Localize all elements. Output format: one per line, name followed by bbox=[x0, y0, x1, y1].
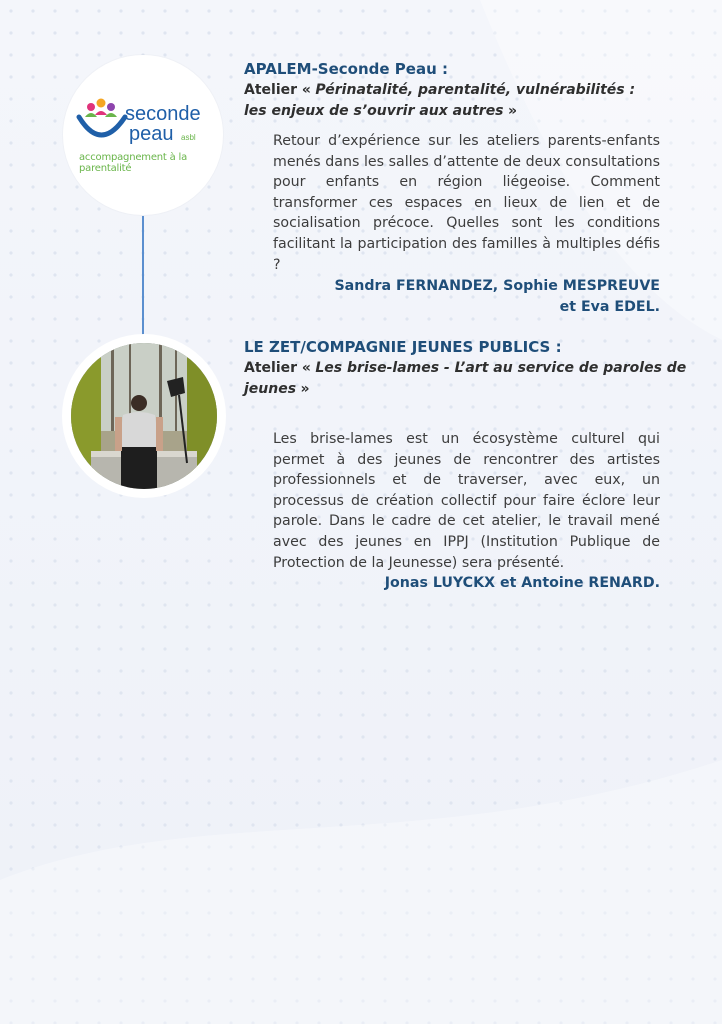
logo-word-seconde: seconde bbox=[125, 103, 201, 125]
logo-suffix: asbl bbox=[181, 133, 196, 142]
atelier-close: » bbox=[300, 381, 310, 397]
atelier-title-line1: Périnatalité, parentalité, vulnérabilités : bbox=[315, 82, 636, 98]
atelier-title-line2: jeunes bbox=[244, 381, 297, 397]
workshop-photo-frame bbox=[62, 334, 226, 498]
section1-title: APALEM-Seconde Peau : bbox=[244, 60, 448, 78]
atelier-title-line1: Les brise-lames - L’art au service de paroles de bbox=[315, 360, 687, 376]
section1-description: Retour d’expérience sur les ateliers parents-enfants menés dans les salles d’attente de deux consultations pour enfants en région liégeoise. Comment transformer ces espaces en lieux de lien et de socialisation précoce. Quelles sont les conditions facilitant la participation des familles à multiples défis ? bbox=[273, 133, 660, 273]
section1-authors-line1: Sandra FERNANDEZ, Sophie MESPREUVE bbox=[334, 278, 660, 294]
logo-word-peau: peau bbox=[129, 123, 174, 145]
atelier-close: » bbox=[507, 103, 518, 119]
section1-authors bbox=[334, 276, 660, 318]
person-at-window-illustration bbox=[71, 343, 217, 489]
timeline-connector bbox=[142, 216, 144, 336]
section1-atelier-title bbox=[244, 80, 635, 122]
section2-description: Les brise-lames est un écosystème culturel qui permet à des jeunes de rencontrer des artistes professionnels et de traverser, avec eux, un processus de création collectif pour faire éclore leur parole. Dans le cadre de cet atelier, le travail mené avec des jeunes en IPPJ (Institution Publique de Protection de la Jeunesse) sera présenté. bbox=[273, 431, 660, 571]
logo-tagline: accompagnement à la parentalité bbox=[79, 152, 188, 174]
section2-authors: Jonas LUYCKX et Antoine RENARD. bbox=[384, 575, 660, 591]
workshop-photo bbox=[71, 343, 217, 489]
section2-title: LE ZET/COMPAGNIE JEUNES PUBLICS : bbox=[244, 338, 562, 356]
seconde-peau-logo-mark bbox=[73, 95, 213, 153]
section1-authors-line2: et Eva EDEL. bbox=[559, 299, 660, 315]
seconde-peau-logo bbox=[63, 55, 223, 215]
atelier-lead: Atelier « bbox=[244, 82, 311, 98]
atelier-title-line2: les enjeux de s’ouvrir aux autres bbox=[244, 103, 504, 119]
section2-atelier-title bbox=[244, 358, 686, 400]
atelier-lead: Atelier « bbox=[244, 360, 311, 376]
